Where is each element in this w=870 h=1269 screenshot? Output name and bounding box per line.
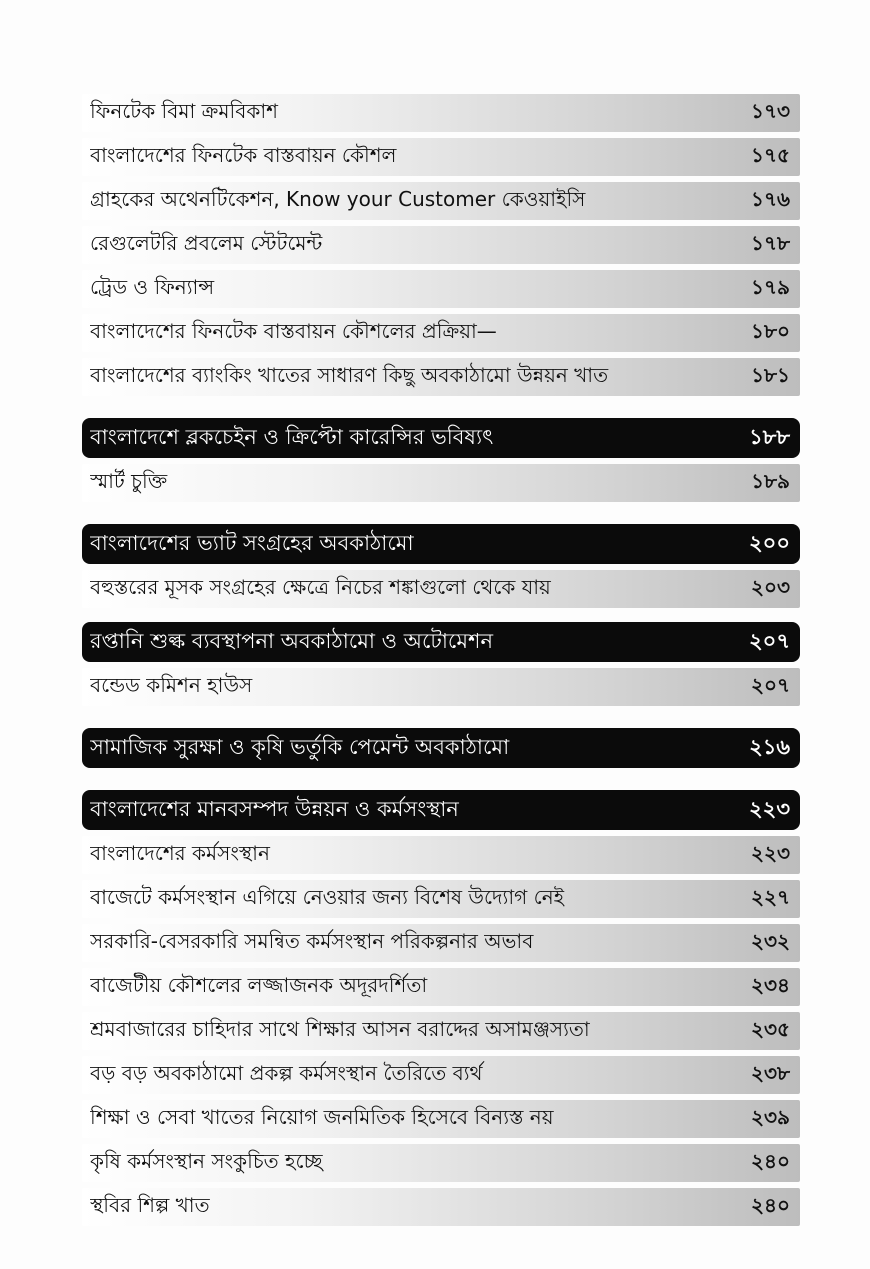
toc-entry	[82, 226, 800, 264]
toc-entry	[82, 968, 800, 1006]
toc-entry	[82, 570, 800, 608]
toc-heading-page: ২০৭	[749, 628, 790, 653]
toc-entry-page: ২০৭	[750, 672, 790, 697]
toc-entry-page: ১৮৯	[751, 468, 790, 493]
toc-entry-title: স্মার্ট চুক্তি	[90, 468, 168, 493]
toc-section-heading	[82, 728, 800, 768]
toc-entry-title: বড় বড় অবকাঠামো প্রকল্প কর্মসংস্থান তৈরিতে ব্যর্থ	[90, 1060, 483, 1085]
toc-entry-page: ১৭৫	[751, 142, 790, 167]
toc-heading-page: ২১৬	[749, 734, 790, 759]
toc-heading-title: বাংলাদেশে ব্লকচেইন ও ক্রিপ্টো কারেন্সির ভবিষ্যৎ	[90, 424, 494, 449]
toc-entry-page: ২৩৮	[751, 1060, 790, 1085]
toc-entry	[82, 668, 800, 706]
toc-entry-title: গ্রাহকের অথেনটিকেশন, Know your Customer কেওয়াইসি	[90, 186, 586, 211]
toc-entry-page: ১৭৩	[751, 98, 790, 123]
toc-entry	[82, 1144, 800, 1182]
toc-entry	[82, 924, 800, 962]
toc-entry	[82, 836, 800, 874]
toc-heading-page: ২২৩	[749, 796, 790, 821]
toc-entry-title: রেগুলেটরি প্রবলেম স্টেটমেন্ট	[90, 230, 323, 255]
toc-entry-page: ১৮১	[751, 362, 790, 387]
toc-entry	[82, 1188, 800, 1226]
toc-heading-title: বাংলাদেশের মানবসম্পদ উন্নয়ন ও কর্মসংস্থান	[90, 796, 459, 821]
table-of-contents	[82, 94, 800, 1232]
toc-entry-page: ২৩৪	[751, 972, 790, 997]
toc-entry	[82, 182, 800, 220]
toc-entry	[82, 94, 800, 132]
toc-entry-title: বাজেটীয় কৌশলের লজ্জাজনক অদূরদর্শিতা	[90, 972, 428, 997]
toc-heading-title: সামাজিক সুরক্ষা ও কৃষি ভর্তুকি পেমেন্ট অবকাঠামো	[90, 734, 510, 759]
toc-entry-title: বাংলাদেশের ফিনটেক বাস্তবায়ন কৌশল	[90, 142, 397, 167]
toc-entry	[82, 314, 800, 352]
toc-entry-title: শিক্ষা ও সেবা খাতের নিয়োগ জনমিতিক হিসেবে বিন্যস্ত নয়	[90, 1104, 554, 1129]
toc-entry-title: বহুস্তরের মূসক সংগ্রহের ক্ষেত্রে নিচের শঙ্কাগুলো থেকে যায়	[90, 574, 551, 599]
toc-entry	[82, 358, 800, 396]
toc-entry	[82, 1012, 800, 1050]
toc-entry-page: ২৪০	[751, 1192, 790, 1217]
toc-entry-page: ২২৭	[750, 884, 790, 909]
toc-section-heading	[82, 790, 800, 830]
toc-section-heading	[82, 524, 800, 564]
toc-entry	[82, 464, 800, 502]
toc-entry	[82, 1056, 800, 1094]
toc-entry	[82, 270, 800, 308]
toc-entry-page: ২৪০	[751, 1148, 790, 1173]
toc-entry-page: ২৩৯	[751, 1104, 790, 1129]
toc-entry-page: ১৭৬	[751, 186, 790, 211]
toc-entry-title: শ্রমবাজারের চাহিদার সাথে শিক্ষার আসন বরাদ্দের অসামঞ্জস্যতা	[90, 1016, 590, 1041]
toc-entry-page: ২৩৫	[751, 1016, 790, 1041]
toc-heading-page: ১৮৮	[749, 424, 790, 449]
toc-entry-title: কৃষি কর্মসংস্থান সংকুচিত হচ্ছে	[90, 1148, 323, 1173]
toc-section-heading	[82, 622, 800, 662]
toc-entry	[82, 138, 800, 176]
toc-section-heading	[82, 418, 800, 458]
toc-heading-page: ২০০	[749, 530, 790, 555]
toc-entry-title: সরকারি-বেসরকারি সমন্বিত কর্মসংস্থান পরিকল্পনার অভাব	[90, 928, 534, 953]
toc-entry-page: ২০৩	[750, 574, 790, 599]
toc-entry-page: ১৭৯	[751, 274, 790, 299]
toc-entry-title: বাংলাদেশের ফিনটেক বাস্তবায়ন কৌশলের প্রক্রিয়া—	[90, 318, 497, 343]
toc-entry-title: ফিনটেক বিমা ক্রমবিকাশ	[90, 98, 278, 123]
toc-entry-title: বাংলাদেশের ব্যাংকিং খাতের সাধারণ কিছু অবকাঠামো উন্নয়ন খাত	[90, 362, 609, 387]
toc-entry	[82, 880, 800, 918]
toc-heading-title: বাংলাদেশের ভ্যাট সংগ্রহের অবকাঠামো	[90, 530, 414, 555]
toc-entry-title: বন্ডেড কমিশন হাউস	[90, 672, 253, 697]
toc-entry-title: ট্রেড ও ফিন্যান্স	[90, 274, 215, 299]
toc-entry-title: বাংলাদেশের কর্মসংস্থান	[90, 840, 270, 865]
toc-entry-page: ২২৩	[750, 840, 790, 865]
toc-entry-page: ১৭৮	[751, 230, 790, 255]
toc-entry-title: বাজেটে কর্মসংস্থান এগিয়ে নেওয়ার জন্য বিশেষ উদ্যোগ নেই	[90, 884, 565, 909]
toc-entry-page: ২৩২	[750, 928, 790, 953]
toc-entry-title: স্থবির শিল্প খাত	[90, 1192, 210, 1217]
toc-entry-page: ১৮০	[751, 318, 790, 343]
toc-heading-title: রপ্তানি শুল্ক ব্যবস্থাপনা অবকাঠামো ও অটোমেশন	[90, 628, 493, 653]
toc-entry	[82, 1100, 800, 1138]
